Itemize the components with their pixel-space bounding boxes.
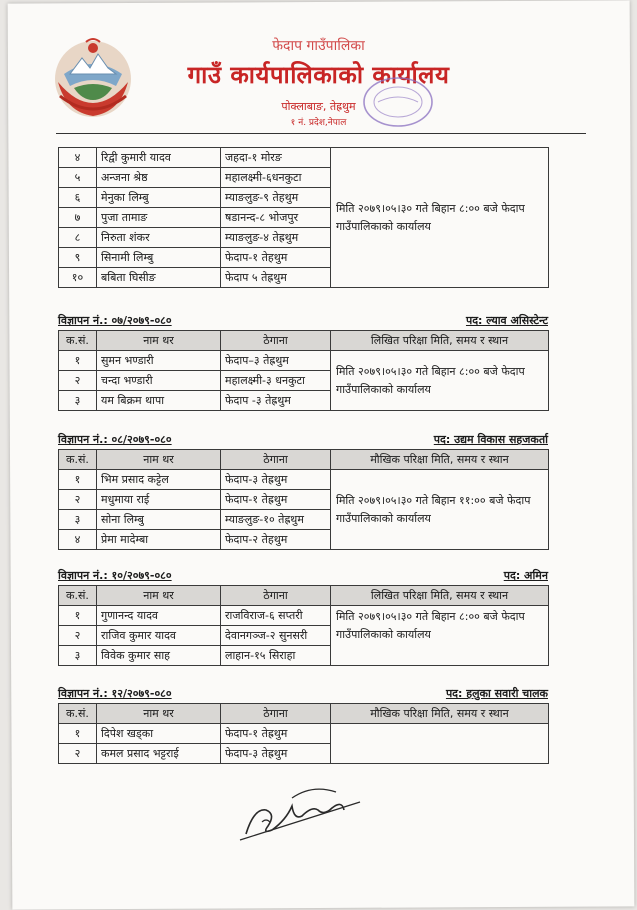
- serial-number: ४: [59, 148, 97, 168]
- column-header: मौखिक परिक्षा मिति, समय र स्थान: [331, 450, 549, 470]
- candidates-table-continued: [58, 147, 549, 288]
- post-title: पद: अमिन: [503, 569, 548, 582]
- exam-schedule: मिति २०७९।०५।३० गते बिहान ८:०० बजे फेदाप गाउँपालिकाको कार्यालय: [331, 606, 549, 666]
- office-address: पोक्लाबाङ, तेह्रथुम: [281, 100, 356, 113]
- candidate-address: देवानगञ्ज-२ सुनसरी: [221, 626, 331, 646]
- letterhead: [0, 0, 637, 135]
- advertisement-number: विज्ञापन नं.: १२/२०७९-०८०: [58, 687, 172, 700]
- candidate-address: फेदाप -३ तेह्रथुम: [221, 391, 331, 411]
- province-line: १ नं. प्रदेश,नेपाल: [290, 118, 347, 128]
- candidate-name: सोना लिम्बु: [97, 510, 221, 530]
- header-divider: [56, 133, 586, 134]
- serial-number: ५: [59, 168, 97, 188]
- candidates-table-light-vehicle-driver: [58, 703, 549, 764]
- candidates-table-lab-assistant: [58, 330, 549, 411]
- table-row: [59, 606, 549, 626]
- table-row: [59, 351, 549, 371]
- serial-number: ७: [59, 208, 97, 228]
- serial-number: ६: [59, 188, 97, 208]
- table-row: [59, 148, 549, 168]
- serial-number: ३: [59, 510, 97, 530]
- column-header: लिखित परिक्षा मिति, समय र स्थान: [331, 331, 549, 351]
- table-row: [59, 724, 549, 744]
- candidates-table-amin: [58, 585, 549, 666]
- serial-number: ८: [59, 228, 97, 248]
- candidate-name: विवेक कुमार साह: [97, 646, 221, 666]
- candidate-address: फेदाप-१ तेह्रथुम: [221, 724, 331, 744]
- serial-number: २: [59, 371, 97, 391]
- candidate-name: मेनुका लिम्बु: [97, 188, 221, 208]
- exam-schedule: [331, 724, 549, 764]
- column-header: नाम थर: [97, 586, 221, 606]
- serial-number: ३: [59, 646, 97, 666]
- post-title: पद: ल्याव असिस्टेन्ट: [465, 314, 548, 327]
- candidate-address: फेदाप-२ तेहथुम: [221, 530, 331, 550]
- serial-number: ४: [59, 530, 97, 550]
- signature: [232, 780, 372, 850]
- column-header: लिखित परिक्षा मिति, समय र स्थान: [331, 586, 549, 606]
- candidate-name: प्रेमा मादेम्बा: [97, 530, 221, 550]
- municipality-name: फेदाप गाउँपालिका: [272, 38, 365, 54]
- serial-number: ३: [59, 391, 97, 411]
- section-heading: [58, 313, 548, 329]
- candidate-address: लाहान-१५ सिराहा: [221, 646, 331, 666]
- advertisement-number: विज्ञापन नं.: १०/२०७९-०८०: [58, 569, 172, 582]
- serial-number: ९: [59, 248, 97, 268]
- post-title: पद: हलुका सवारी चालक: [445, 687, 548, 700]
- post-title: पद: उद्यम विकास सहजकर्ता: [433, 433, 548, 446]
- section-heading: [58, 432, 548, 448]
- candidate-name: चन्दा भण्डारी: [97, 371, 221, 391]
- candidate-address: राजविराज-६ सप्तरी: [221, 606, 331, 626]
- advertisement-number: विज्ञापन नं.: ०८/२०७९-०८०: [58, 433, 172, 446]
- serial-number: १: [59, 724, 97, 744]
- serial-number: १: [59, 470, 97, 490]
- column-header: ठेगाना: [221, 586, 331, 606]
- candidate-address: म्याङलुङ-४ तेह्रथुम: [221, 228, 331, 248]
- candidate-name: बबिता घिसीङ: [97, 268, 221, 288]
- column-header: ठेगाना: [221, 704, 331, 724]
- candidate-name: सिनामी लिम्बु: [97, 248, 221, 268]
- serial-number: १: [59, 351, 97, 371]
- candidate-address: म्याङलुङ-१० तेह्रथुम: [221, 510, 331, 530]
- serial-number: २: [59, 626, 97, 646]
- candidate-address: फेदाप-३ तेह्रथुम: [221, 744, 331, 764]
- candidates-table-enterprise-facilitator: [58, 449, 549, 550]
- candidate-name: सुमन भण्डारी: [97, 351, 221, 371]
- office-title: गाउँ कार्यपालिकाको कार्यालय: [187, 61, 450, 89]
- section-heading: [58, 686, 548, 702]
- column-header: नाम थर: [97, 704, 221, 724]
- exam-schedule: मिति २०७९।०५।३० गते बिहान ११:०० बजे फेदाप गाउँपालिकाको कार्यालय: [331, 470, 549, 550]
- serial-number: २: [59, 744, 97, 764]
- candidate-address: षडानन्द-८ भोजपुर: [221, 208, 331, 228]
- column-header: नाम थर: [97, 450, 221, 470]
- candidate-address: महालक्ष्मी-६धनकुटा: [221, 168, 331, 188]
- column-header: क.सं.: [59, 586, 97, 606]
- candidate-name: मधुमाया राई: [97, 490, 221, 510]
- candidate-name: अन्जना श्रेष्ठ: [97, 168, 221, 188]
- candidate-address: म्याङलुङ-९ तेहथुम: [221, 188, 331, 208]
- candidate-address: फेदाप ५ तेह्रथुम: [221, 268, 331, 288]
- serial-number: २: [59, 490, 97, 510]
- candidate-address: फेदाप-१ तेहथुम: [221, 248, 331, 268]
- candidate-address: जहदा-१ मोरङ: [221, 148, 331, 168]
- column-header: क.सं.: [59, 704, 97, 724]
- table-row: [59, 470, 549, 490]
- candidate-name: रिद्वी कुमारी यादव: [97, 148, 221, 168]
- candidate-name: राजिव कुमार यादव: [97, 626, 221, 646]
- column-header: नाम थर: [97, 331, 221, 351]
- candidate-address: फेदाप–३ तेह्रथुम: [221, 351, 331, 371]
- advertisement-number: विज्ञापन नं.: ०७/२०७९-०८०: [58, 314, 172, 327]
- candidate-name: यम बिक्रम थापा: [97, 391, 221, 411]
- office-stamp: [358, 72, 438, 132]
- candidate-address: फेदाप-३ तेह्रथुम: [221, 470, 331, 490]
- column-header: ठेगाना: [221, 331, 331, 351]
- column-header: ठेगाना: [221, 450, 331, 470]
- candidate-name: निरुता शंकर: [97, 228, 221, 248]
- serial-number: १: [59, 606, 97, 626]
- exam-schedule: मिति २०७९।०५।३० गते बिहान ८:०० बजे फेदाप गाउँपालिकाको कार्यालय: [331, 351, 549, 411]
- candidate-name: दिपेश खड्का: [97, 724, 221, 744]
- candidate-name: पुजा तामाङ: [97, 208, 221, 228]
- section-heading: [58, 568, 548, 584]
- candidate-name: गुणानन्द यादव: [97, 606, 221, 626]
- column-header: क.सं.: [59, 331, 97, 351]
- candidate-name: भिम प्रसाद कट्टेल: [97, 470, 221, 490]
- candidate-address: फेदाप-१ तेह्रथुम: [221, 490, 331, 510]
- exam-schedule: मिति २०७९।०५।३० गते बिहान ८:०० बजे फेदाप गाउँपालिकाको कार्यालय: [331, 148, 549, 288]
- column-header: मौखिक परिक्षा मिति, समय र स्थान: [331, 704, 549, 724]
- serial-number: १०: [59, 268, 97, 288]
- candidate-address: महालक्ष्मी-३ धनकुटा: [221, 371, 331, 391]
- candidate-name: कमल प्रसाद भट्टराई: [97, 744, 221, 764]
- column-header: क.सं.: [59, 450, 97, 470]
